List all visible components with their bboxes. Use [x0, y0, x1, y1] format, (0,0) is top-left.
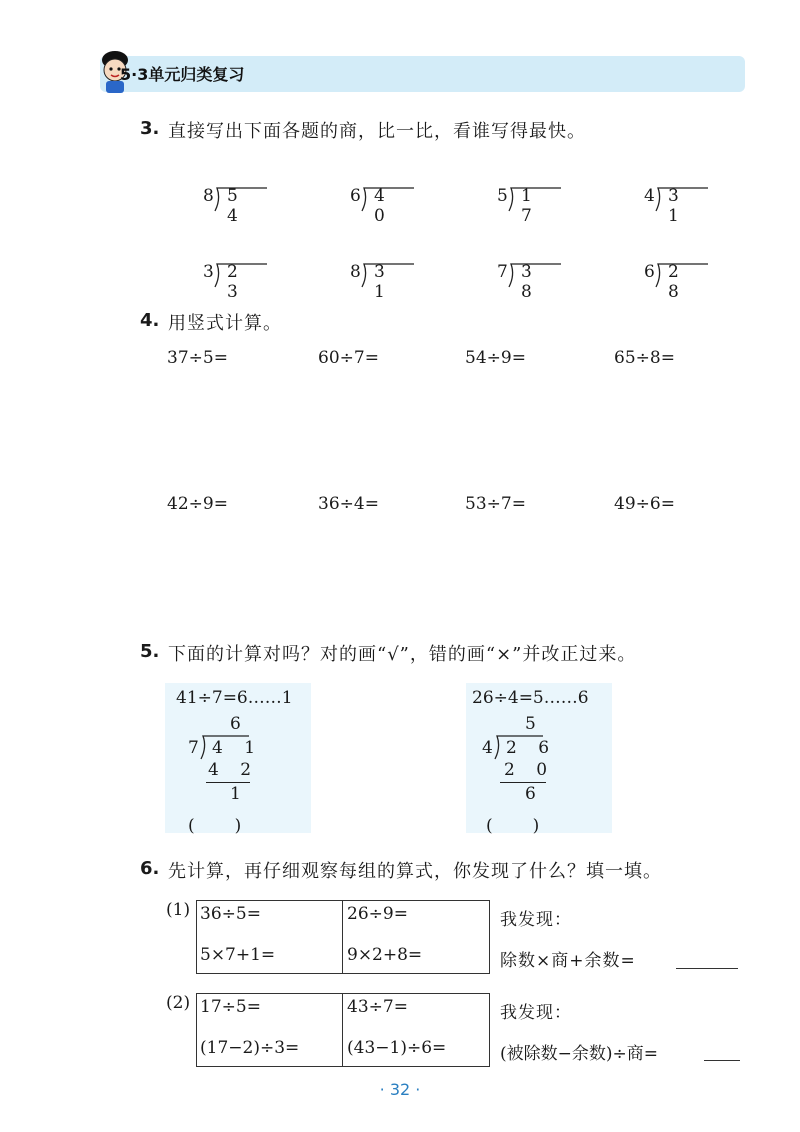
q5-left-remainder: 1	[230, 784, 241, 804]
dividend: 5 4	[227, 186, 247, 226]
q5-left-divisor: 7	[188, 738, 199, 758]
q4-expr: 49÷6=	[614, 494, 675, 514]
q5-right-equation: 26÷4=5……6	[472, 688, 589, 708]
q4-expr: 42÷9=	[167, 494, 228, 514]
q6-part1-cell: 36÷5=	[200, 904, 261, 924]
q4-expr: 36÷4=	[318, 494, 379, 514]
q6-part2-cell: 17÷5=	[200, 997, 261, 1017]
divisor: 8	[203, 186, 214, 206]
q4-expr: 53÷7=	[465, 494, 526, 514]
dividend: 3 1	[374, 262, 394, 302]
q4-text: 用竖式计算。	[168, 313, 282, 334]
q5-right-product: 2 0	[504, 760, 556, 780]
q6-part2-cell: (43−1)÷6=	[347, 1038, 447, 1058]
q5-right-remainder: 6	[525, 784, 536, 804]
q5-right-quotient: 5	[525, 714, 536, 734]
q5-left-answer[interactable]: ( )	[188, 816, 244, 836]
q6-number: 6.	[140, 858, 160, 879]
dividend: 2 3	[227, 262, 247, 302]
q6-part2-cell: (17−2)÷3=	[200, 1038, 300, 1058]
q5-left-quotient: 6	[230, 714, 241, 734]
q5-text: 下面的计算对吗？对的画“√”，错的画“×”并改正过来。	[168, 644, 637, 665]
dividend: 3 1	[668, 186, 688, 226]
q4-expr: 60÷7=	[318, 348, 379, 368]
q6-part1-cell: 9×2+8=	[347, 945, 423, 965]
q6-part2-cell: 43÷7=	[347, 997, 408, 1017]
q4-number: 4.	[140, 310, 160, 331]
q6-part1-formula: 除数×商+余数=	[500, 951, 636, 971]
q6-part1-label: (1)	[166, 900, 191, 920]
q5-right-answer[interactable]: ( )	[486, 816, 542, 836]
q6-part1-answer-blank[interactable]	[676, 968, 738, 969]
q4-expr: 54÷9=	[465, 348, 526, 368]
dividend: 3 8	[521, 262, 541, 302]
q3-text: 直接写出下面各题的商，比一比，看谁写得最快。	[168, 121, 586, 142]
q6-part2-label: (2)	[166, 993, 191, 1013]
q6-part1-divider	[342, 900, 343, 974]
q5-right-rule	[500, 782, 546, 783]
divisor: 7	[497, 262, 508, 282]
dividend: 4 0	[374, 186, 394, 226]
header-title: 5·3单元归类复习	[120, 65, 245, 84]
dividend: 2 8	[668, 262, 688, 302]
q5-left-product: 4 2	[208, 760, 260, 780]
q6-part1-find: 我发现：	[500, 910, 572, 930]
q5-right-dividend: 2 6	[506, 738, 558, 758]
q5-number: 5.	[140, 641, 160, 662]
divisor: 5	[497, 186, 508, 206]
page-number: · 32 ·	[379, 1080, 421, 1099]
q6-part2-find: 我发现：	[500, 1003, 572, 1023]
q6-part2-formula: (被除数−余数)÷商=	[500, 1044, 658, 1064]
divisor: 8	[350, 262, 361, 282]
q4-expr: 37÷5=	[167, 348, 228, 368]
q5-left-dividend: 4 1	[212, 738, 264, 758]
q5-left-equation: 41÷7=6……1	[176, 688, 293, 708]
q6-part1-cell: 26÷9=	[347, 904, 408, 924]
q6-text: 先计算，再仔细观察每组的算式，你发现了什么？填一填。	[168, 861, 662, 882]
dividend: 1 7	[521, 186, 541, 226]
q5-left-rule	[206, 782, 250, 783]
q6-part1-cell: 5×7+1=	[200, 945, 276, 965]
q5-right-divisor: 4	[482, 738, 493, 758]
q6-part2-divider	[342, 993, 343, 1067]
divisor: 3	[203, 262, 214, 282]
divisor: 6	[350, 186, 361, 206]
q6-part2-answer-blank[interactable]	[704, 1060, 740, 1061]
divisor: 4	[644, 186, 655, 206]
divisor: 6	[644, 262, 655, 282]
q3-number: 3.	[140, 118, 160, 139]
q4-expr: 65÷8=	[614, 348, 675, 368]
